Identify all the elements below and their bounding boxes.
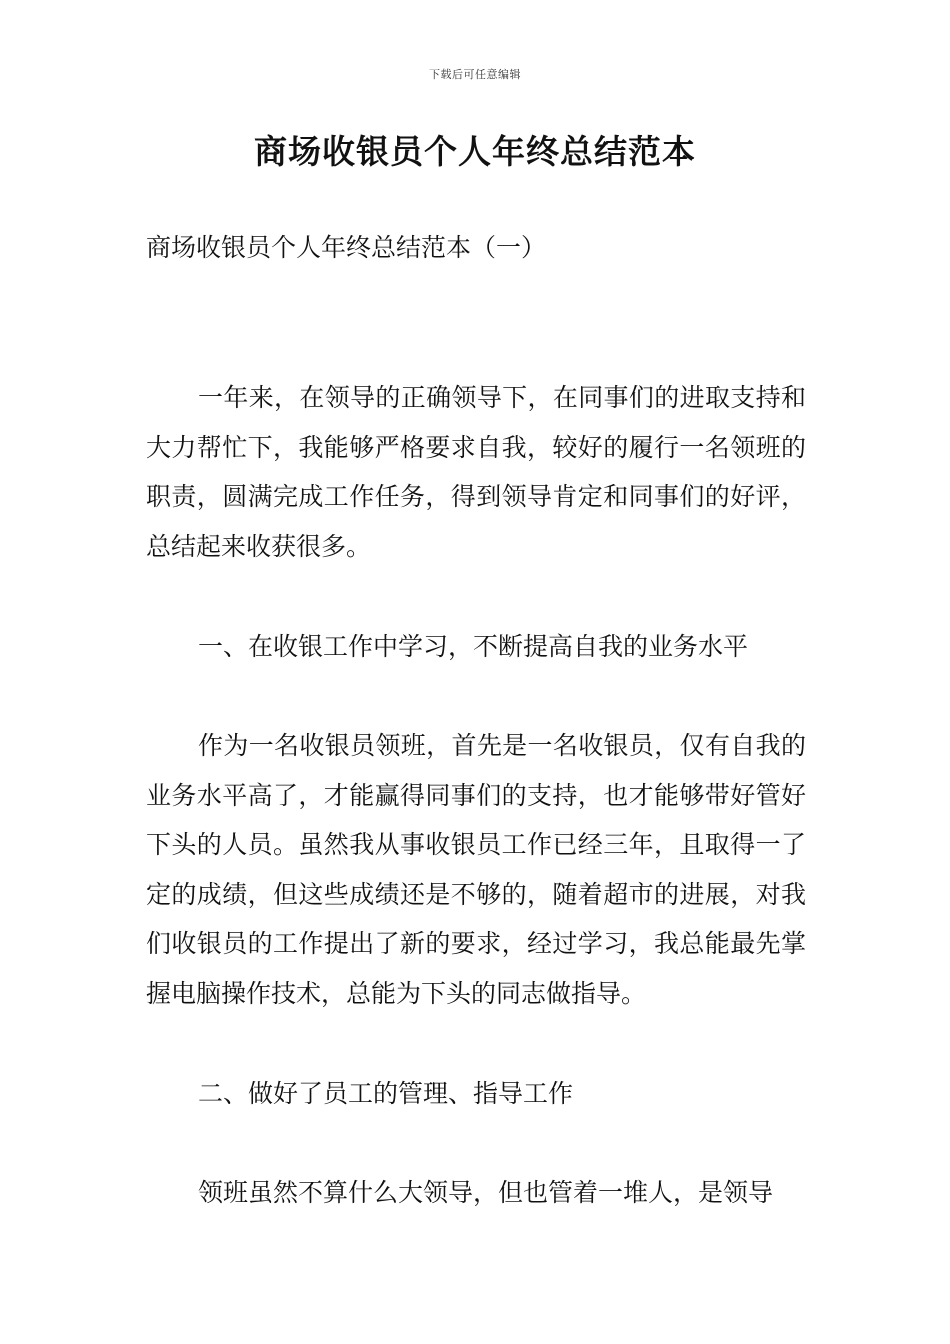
paragraph-intro: 一年来，在领导的正确领导下，在同事们的进取支持和大力帮忙下，我能够严格要求自我，较好的履行一名领班的职责，圆满完成工作任务，得到领导肯定和同事们的好评，总结起来收获很多。 <box>146 383 806 561</box>
paragraph-section-1: 作为一名收银员领班，首先是一名收银员，仅有自我的业务水平高了，才能赢得同事们的支持，也才能够带好管好下头的人员。虽然我从事收银员工作已经三年，且取得一了定的成绩，但这些成绩还是不够的，随着超市的进展，对我们收银员的工作提出了新的要求，经过学习，我总能最先掌握电脑操作技术，总能为下头的同志做指导。 <box>146 731 806 1008</box>
section-heading-1: 一、在收银工作中学习，不断提高自我的业务水平 <box>198 632 749 661</box>
document-subtitle: 商场收银员个人年终总结范本（一） <box>146 233 547 262</box>
document-title: 商场收银员个人年终总结范本 <box>254 132 696 171</box>
section-heading-2: 二、做好了员工的管理、指导工作 <box>198 1079 574 1108</box>
header-note: 下载后可任意编辑 <box>429 68 521 81</box>
paragraph-section-2: 领班虽然不算什么大领导，但也管着一堆人，是领导 <box>198 1178 774 1207</box>
